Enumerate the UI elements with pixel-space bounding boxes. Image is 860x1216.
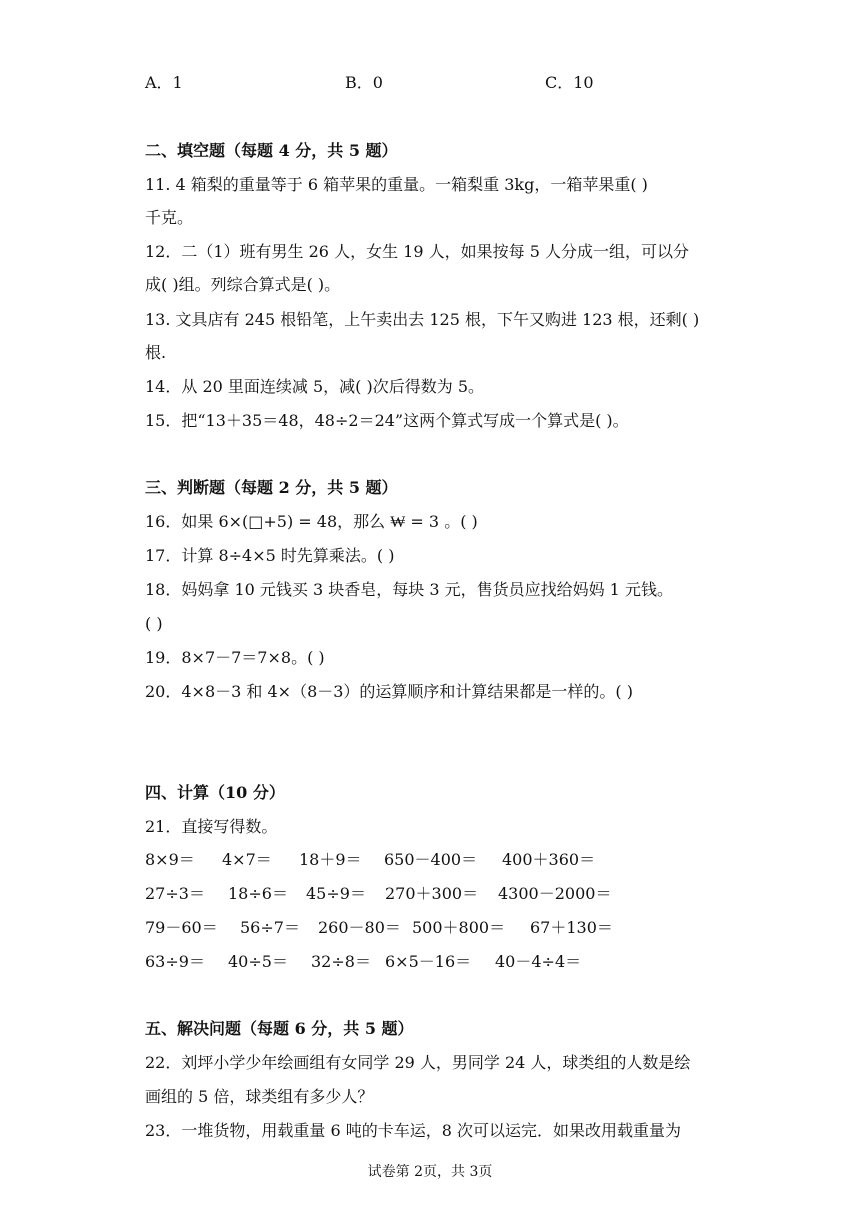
question-15: 15．把“13＋35＝48，48÷2＝24”这两个算式写成一个算式是( )。	[145, 411, 629, 430]
calc-item: 40÷5＝	[228, 952, 288, 971]
calc-item: 8×9＝	[145, 850, 195, 869]
calc-item: 45÷9＝	[306, 884, 366, 903]
option-a: A．1	[145, 73, 183, 92]
question-18: 18．妈妈拿 10 元钱买 3 块香皂，每块 3 元，售货员应找给妈妈 1 元钱。	[145, 580, 673, 599]
question-12-cont: 成( )组。列综合算式是( )。	[145, 275, 341, 294]
question-13-cont: 根.	[145, 343, 167, 362]
question-14: 14．从 20 里面连续减 5，减( )次后得数为 5。	[145, 377, 484, 396]
calc-item: 56÷7＝	[240, 918, 300, 937]
calc-item: 79－60＝	[145, 918, 218, 937]
question-13: 13. 文具店有 245 根铅笔，上午卖出去 125 根，下午又购进 123 根，还剩( )	[145, 310, 700, 329]
section-solve-heading: 五、解决问题（每题 6 分，共 5 题）	[145, 1019, 414, 1038]
question-22-cont: 画组的 5 倍，球类组有多少人？	[145, 1087, 374, 1106]
calc-item: 40－4÷4＝	[495, 952, 582, 971]
calc-item: 27÷3＝	[145, 884, 205, 903]
question-22: 22．刘坪小学少年绘画组有女同学 29 人，男同学 24 人，球类组的人数是绘	[145, 1053, 691, 1072]
calc-item: 32÷8＝	[311, 952, 371, 971]
calc-item: 18÷6＝	[228, 884, 288, 903]
option-b: B．0	[345, 73, 383, 92]
section-calc-heading: 四、计算（10 分）	[145, 783, 285, 802]
question-16: 16．如果 6×(□+5) = 48，那么 ₩ = 3 。( )	[145, 512, 478, 531]
question-21: 21．直接写得数。	[145, 817, 278, 836]
question-23: 23．一堆货物，用载重量 6 吨的卡车运，8 次可以运完．如果改用载重量为	[145, 1121, 681, 1140]
calc-item: 260－80＝	[318, 918, 401, 937]
page-footer: 试卷第 2页，共 3页	[367, 1164, 493, 1180]
question-11: 11. 4 箱梨的重量等于 6 箱苹果的重量。一箱梨重 3kg，一箱苹果重( )	[145, 175, 648, 194]
calc-item: 67＋130＝	[530, 918, 613, 937]
calc-item: 63÷9＝	[145, 952, 205, 971]
calc-item: 6×5－16＝	[385, 952, 472, 971]
question-18-cont: ( )	[145, 614, 163, 633]
question-20: 20．4×8－3 和 4×（8－3）的运算顺序和计算结果都是一样的。( )	[145, 682, 633, 701]
question-17: 17．计算 8÷4×5 时先算乘法。( )	[145, 546, 395, 565]
calc-item: 400＋360＝	[502, 850, 596, 869]
calc-item: 270＋300＝	[385, 884, 479, 903]
question-12: 12．二（1）班有男生 26 人，女生 19 人，如果按每 5 人分成一组，可以分	[145, 242, 689, 261]
calc-item: 500＋800＝	[412, 918, 506, 937]
question-11-cont: 千克。	[145, 208, 194, 227]
calc-item: 650－400＝	[384, 850, 478, 869]
question-19: 19．8×7－7＝7×8。( )	[145, 648, 325, 667]
section-judge-heading: 三、判断题（每题 2 分，共 5 题）	[145, 478, 398, 497]
calc-item: 18＋9＝	[299, 850, 362, 869]
calc-item: 4300－2000＝	[498, 884, 612, 903]
option-c: C．10	[545, 73, 594, 92]
section-fill-heading: 二、填空题（每题 4 分，共 5 题）	[145, 141, 398, 160]
calc-item: 4×7＝	[222, 850, 272, 869]
